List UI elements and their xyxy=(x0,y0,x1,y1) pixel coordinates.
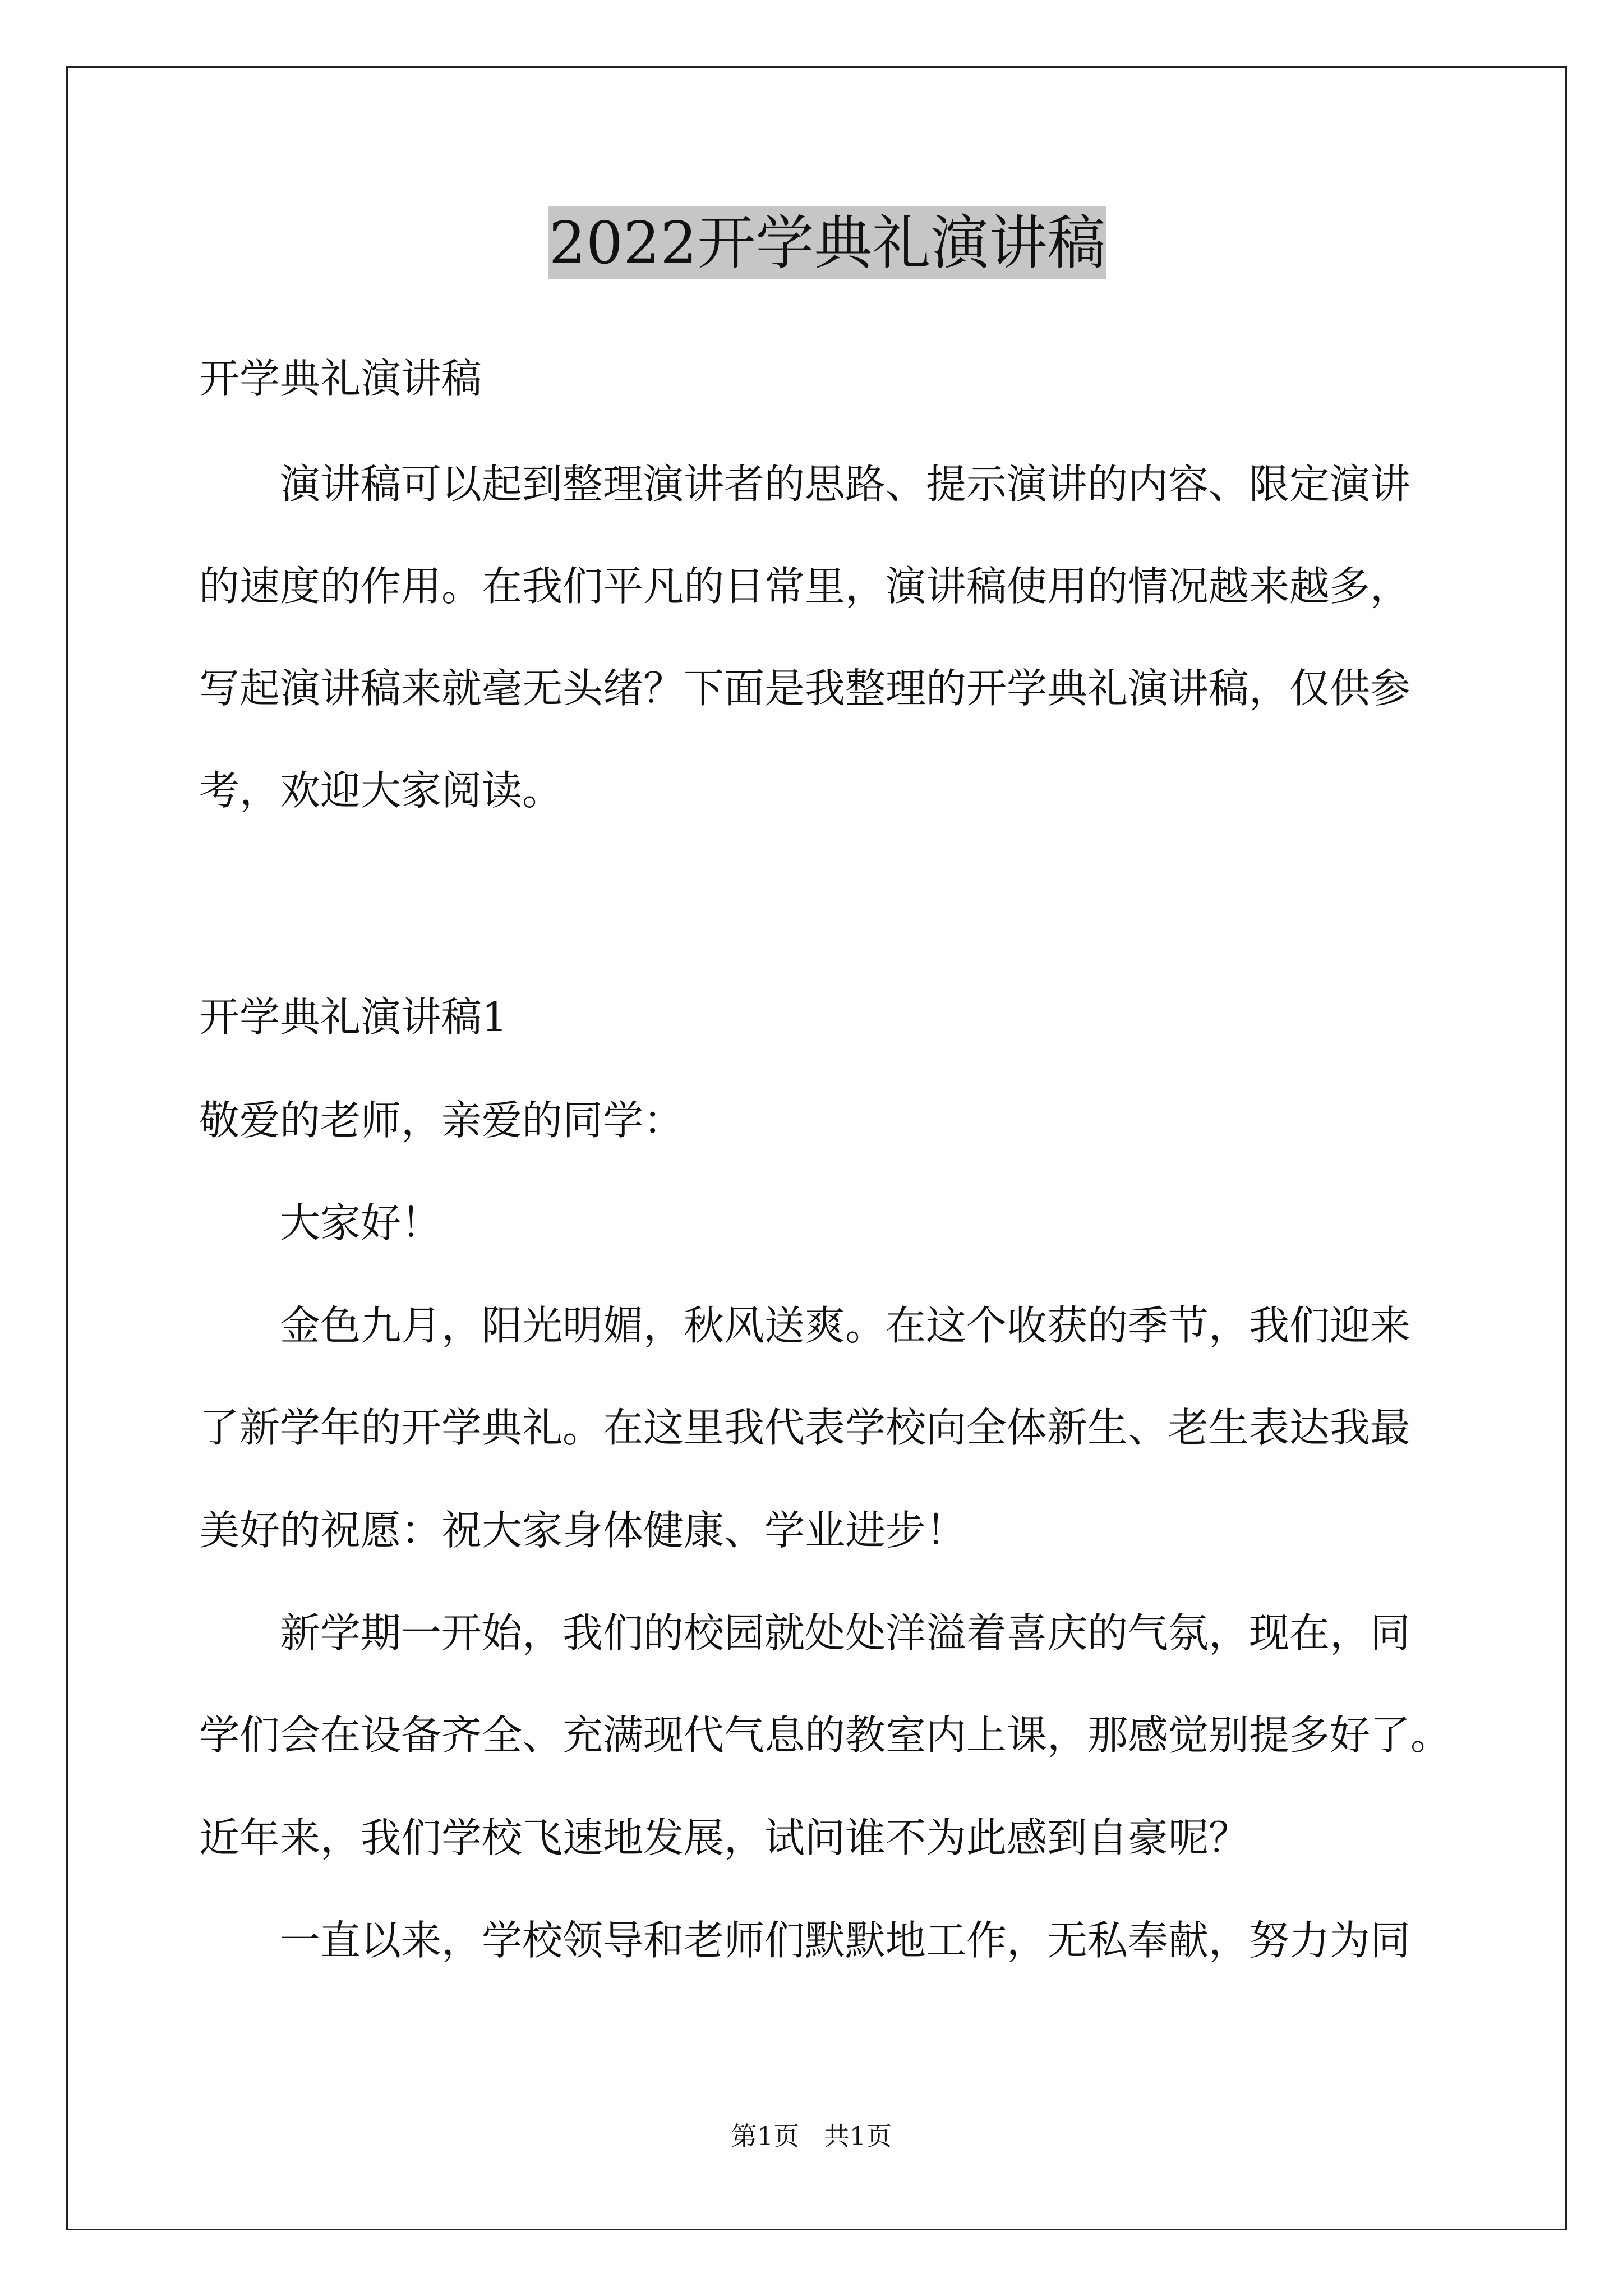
paragraph-line: 的速度的作用。在我们平凡的日常里，演讲稿使用的情况越来越多， xyxy=(199,563,1411,610)
paragraph-line: 学们会在设备齐全、充满现代气息的教室内上课，那感觉别提多好了。 xyxy=(199,1711,1451,1759)
paragraph-line: 了新学年的开学典礼。在这里我代表学校向全体新生、老生表达我最 xyxy=(199,1404,1411,1451)
paragraph-line: 写起演讲稿来就毫无头绪？下面是我整理的开学典礼演讲稿，仅供参 xyxy=(199,665,1411,712)
paragraph-line: 一直以来，学校领导和老师们默默地工作，无私奉献，努力为同 xyxy=(280,1917,1411,1964)
section-heading: 开学典礼演讲稿1 xyxy=(199,993,508,1041)
document-title xyxy=(199,206,1455,279)
paragraph-line: 美好的祝愿：祝大家身体健康、学业进步！ xyxy=(199,1507,967,1554)
paragraph-line: 新学期一开始，我们的校园就处处洋溢着喜庆的气氛，现在，同 xyxy=(280,1609,1411,1657)
salutation-line: 敬爱的老师，亲爱的同学： xyxy=(199,1097,684,1144)
document-title-text: 2022开学典礼演讲稿 xyxy=(548,206,1107,279)
paragraph-line: 考，欢迎大家阅读。 xyxy=(199,767,563,814)
paragraph-line: 演讲稿可以起到整理演讲者的思路、提示演讲的内容、限定演讲 xyxy=(280,461,1411,508)
paragraph-line: 近年来，我们学校飞速地发展，试问谁不为此感到自豪呢？ xyxy=(199,1814,1249,1861)
section-heading: 开学典礼演讲稿 xyxy=(199,355,482,402)
paragraph-line: 金色九月，阳光明媚，秋风送爽。在这个收获的季节，我们迎来 xyxy=(280,1302,1411,1349)
greeting-line: 大家好！ xyxy=(280,1199,442,1246)
page-footer: 第1页 共1页 xyxy=(731,2121,892,2151)
